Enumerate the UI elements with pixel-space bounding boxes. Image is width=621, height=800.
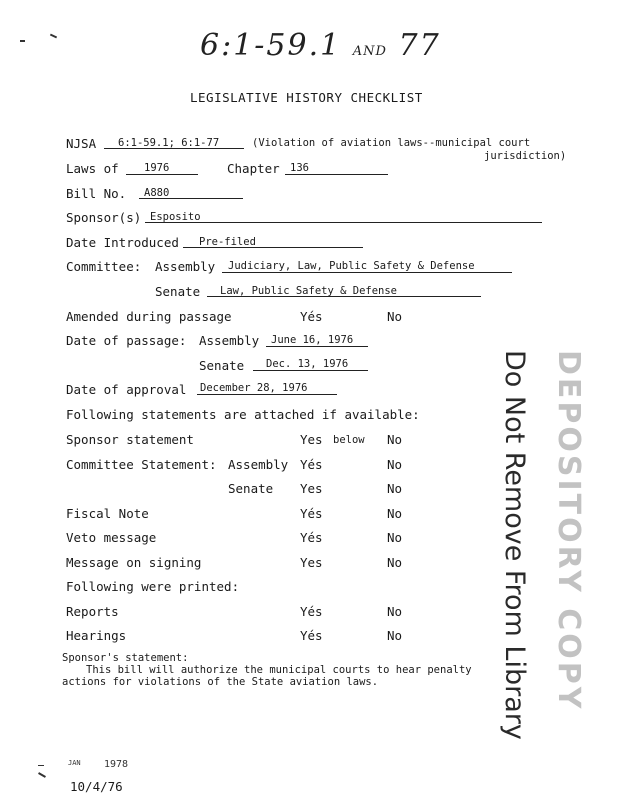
bill-label: Bill No. <box>66 186 127 201</box>
njsa-value: 6:1-59.1; 6:1-77 <box>118 137 220 149</box>
sponsor-label: Sponsor(s) <box>66 210 142 225</box>
statement-sub: Assembly <box>228 457 289 472</box>
passage-assembly-value: June 16, 1976 <box>271 334 354 346</box>
statement-no: No <box>387 481 403 496</box>
passage-senate-value: Dec. 13, 1976 <box>266 358 349 370</box>
approval-label: Date of approval <box>66 382 187 397</box>
statement-no: No <box>387 457 403 472</box>
date-introduced-value: Pre-filed <box>199 236 256 248</box>
laws-value: 1976 <box>144 162 170 174</box>
stray-mark <box>38 772 46 778</box>
statement-yes: Yes <box>300 432 323 447</box>
statement-label: Veto message <box>66 530 157 545</box>
committee-assembly-label: Assembly <box>155 259 216 274</box>
printed-label: Reports <box>66 604 119 619</box>
njsa-description: (Violation of aviation laws--municipal court <box>252 137 531 149</box>
approval-value: December 28, 1976 <box>200 382 308 394</box>
handwritten-and: AND <box>352 44 387 59</box>
statement-yes: Yés <box>300 530 323 545</box>
printed-heading: Following were printed: <box>66 579 240 594</box>
statement-label: Message on signing <box>66 555 202 570</box>
printed-yes: Yés <box>300 604 323 619</box>
njsa-description-cont: jurisdiction) <box>484 150 567 162</box>
approval-line <box>197 394 337 395</box>
statement-label: Committee Statement: <box>66 457 217 472</box>
chapter-value: 136 <box>290 162 309 174</box>
statement-sub: Senate <box>228 481 274 496</box>
sponsor-value: Esposito <box>150 211 201 223</box>
statement-no: No <box>387 555 403 570</box>
sponsor-statement-line: This bill will authorize the municipal courts to hear penalty <box>86 664 472 676</box>
receipt-mark: JAN <box>68 759 81 767</box>
statement-no: No <box>387 506 403 521</box>
laws-label: Laws of <box>66 161 119 176</box>
passage-label: Date of passage: <box>66 333 187 348</box>
sponsor-statement-heading: Sponsor's statement: <box>62 652 189 664</box>
committee-senate-value: Law, Public Safety & Defense <box>220 285 398 297</box>
statement-no: No <box>387 530 403 545</box>
printed-no: No <box>387 604 403 619</box>
handwritten-section: 6:1-59.1 <box>200 28 342 63</box>
stray-mark <box>38 765 44 766</box>
passage-senate-line <box>253 370 368 371</box>
statements-heading: Following statements are attached if available: <box>66 407 420 422</box>
amended-yes: Yés <box>300 309 323 324</box>
passage-assembly-label: Assembly <box>199 333 260 348</box>
stray-mark <box>50 34 57 39</box>
bill-value: A880 <box>144 187 170 199</box>
footer-date: 10/4/76 <box>70 779 123 794</box>
sponsor-statement-line: actions for violations of the State aviation laws. <box>62 676 379 688</box>
date-introduced-label: Date Introduced <box>66 235 179 250</box>
handwritten-title <box>200 28 441 63</box>
statement-yes: Yes <box>300 555 323 570</box>
stray-mark <box>20 40 25 42</box>
receipt-year: 1978 <box>104 759 129 770</box>
committee-assembly-line <box>222 272 512 273</box>
printed-label: Hearings <box>66 628 127 643</box>
statement-label: Fiscal Note <box>66 506 149 521</box>
passage-assembly-line <box>266 346 368 347</box>
printed-no: No <box>387 628 403 643</box>
passage-senate-label: Senate <box>199 358 245 373</box>
statement-yes: Yés <box>300 457 323 472</box>
njsa-label: NJSA <box>66 136 97 151</box>
chapter-line <box>285 174 388 175</box>
statement-label: Sponsor statement <box>66 432 194 447</box>
page-title: LEGISLATIVE HISTORY CHECKLIST <box>190 90 423 105</box>
committee-senate-label: Senate <box>155 284 201 299</box>
committee-assembly-value: Judiciary, Law, Public Safety & Defense <box>228 260 475 272</box>
committee-label: Committee: <box>66 259 142 274</box>
chapter-label: Chapter <box>227 161 280 176</box>
statement-note: below <box>333 434 365 446</box>
printed-yes: Yés <box>300 628 323 643</box>
amended-label: Amended during passage <box>66 309 232 324</box>
sponsor-line <box>145 222 542 223</box>
statement-yes: Yés <box>300 506 323 521</box>
amended-no: No <box>387 309 403 324</box>
do-not-remove-stamp: Do Not Remove From Library <box>499 350 530 740</box>
handwritten-number: 77 <box>398 28 441 63</box>
statement-yes: Yes <box>300 481 323 496</box>
laws-line <box>126 174 198 175</box>
statement-no: No <box>387 432 403 447</box>
depository-copy-stamp: DEPOSITORY COPY <box>551 350 586 712</box>
